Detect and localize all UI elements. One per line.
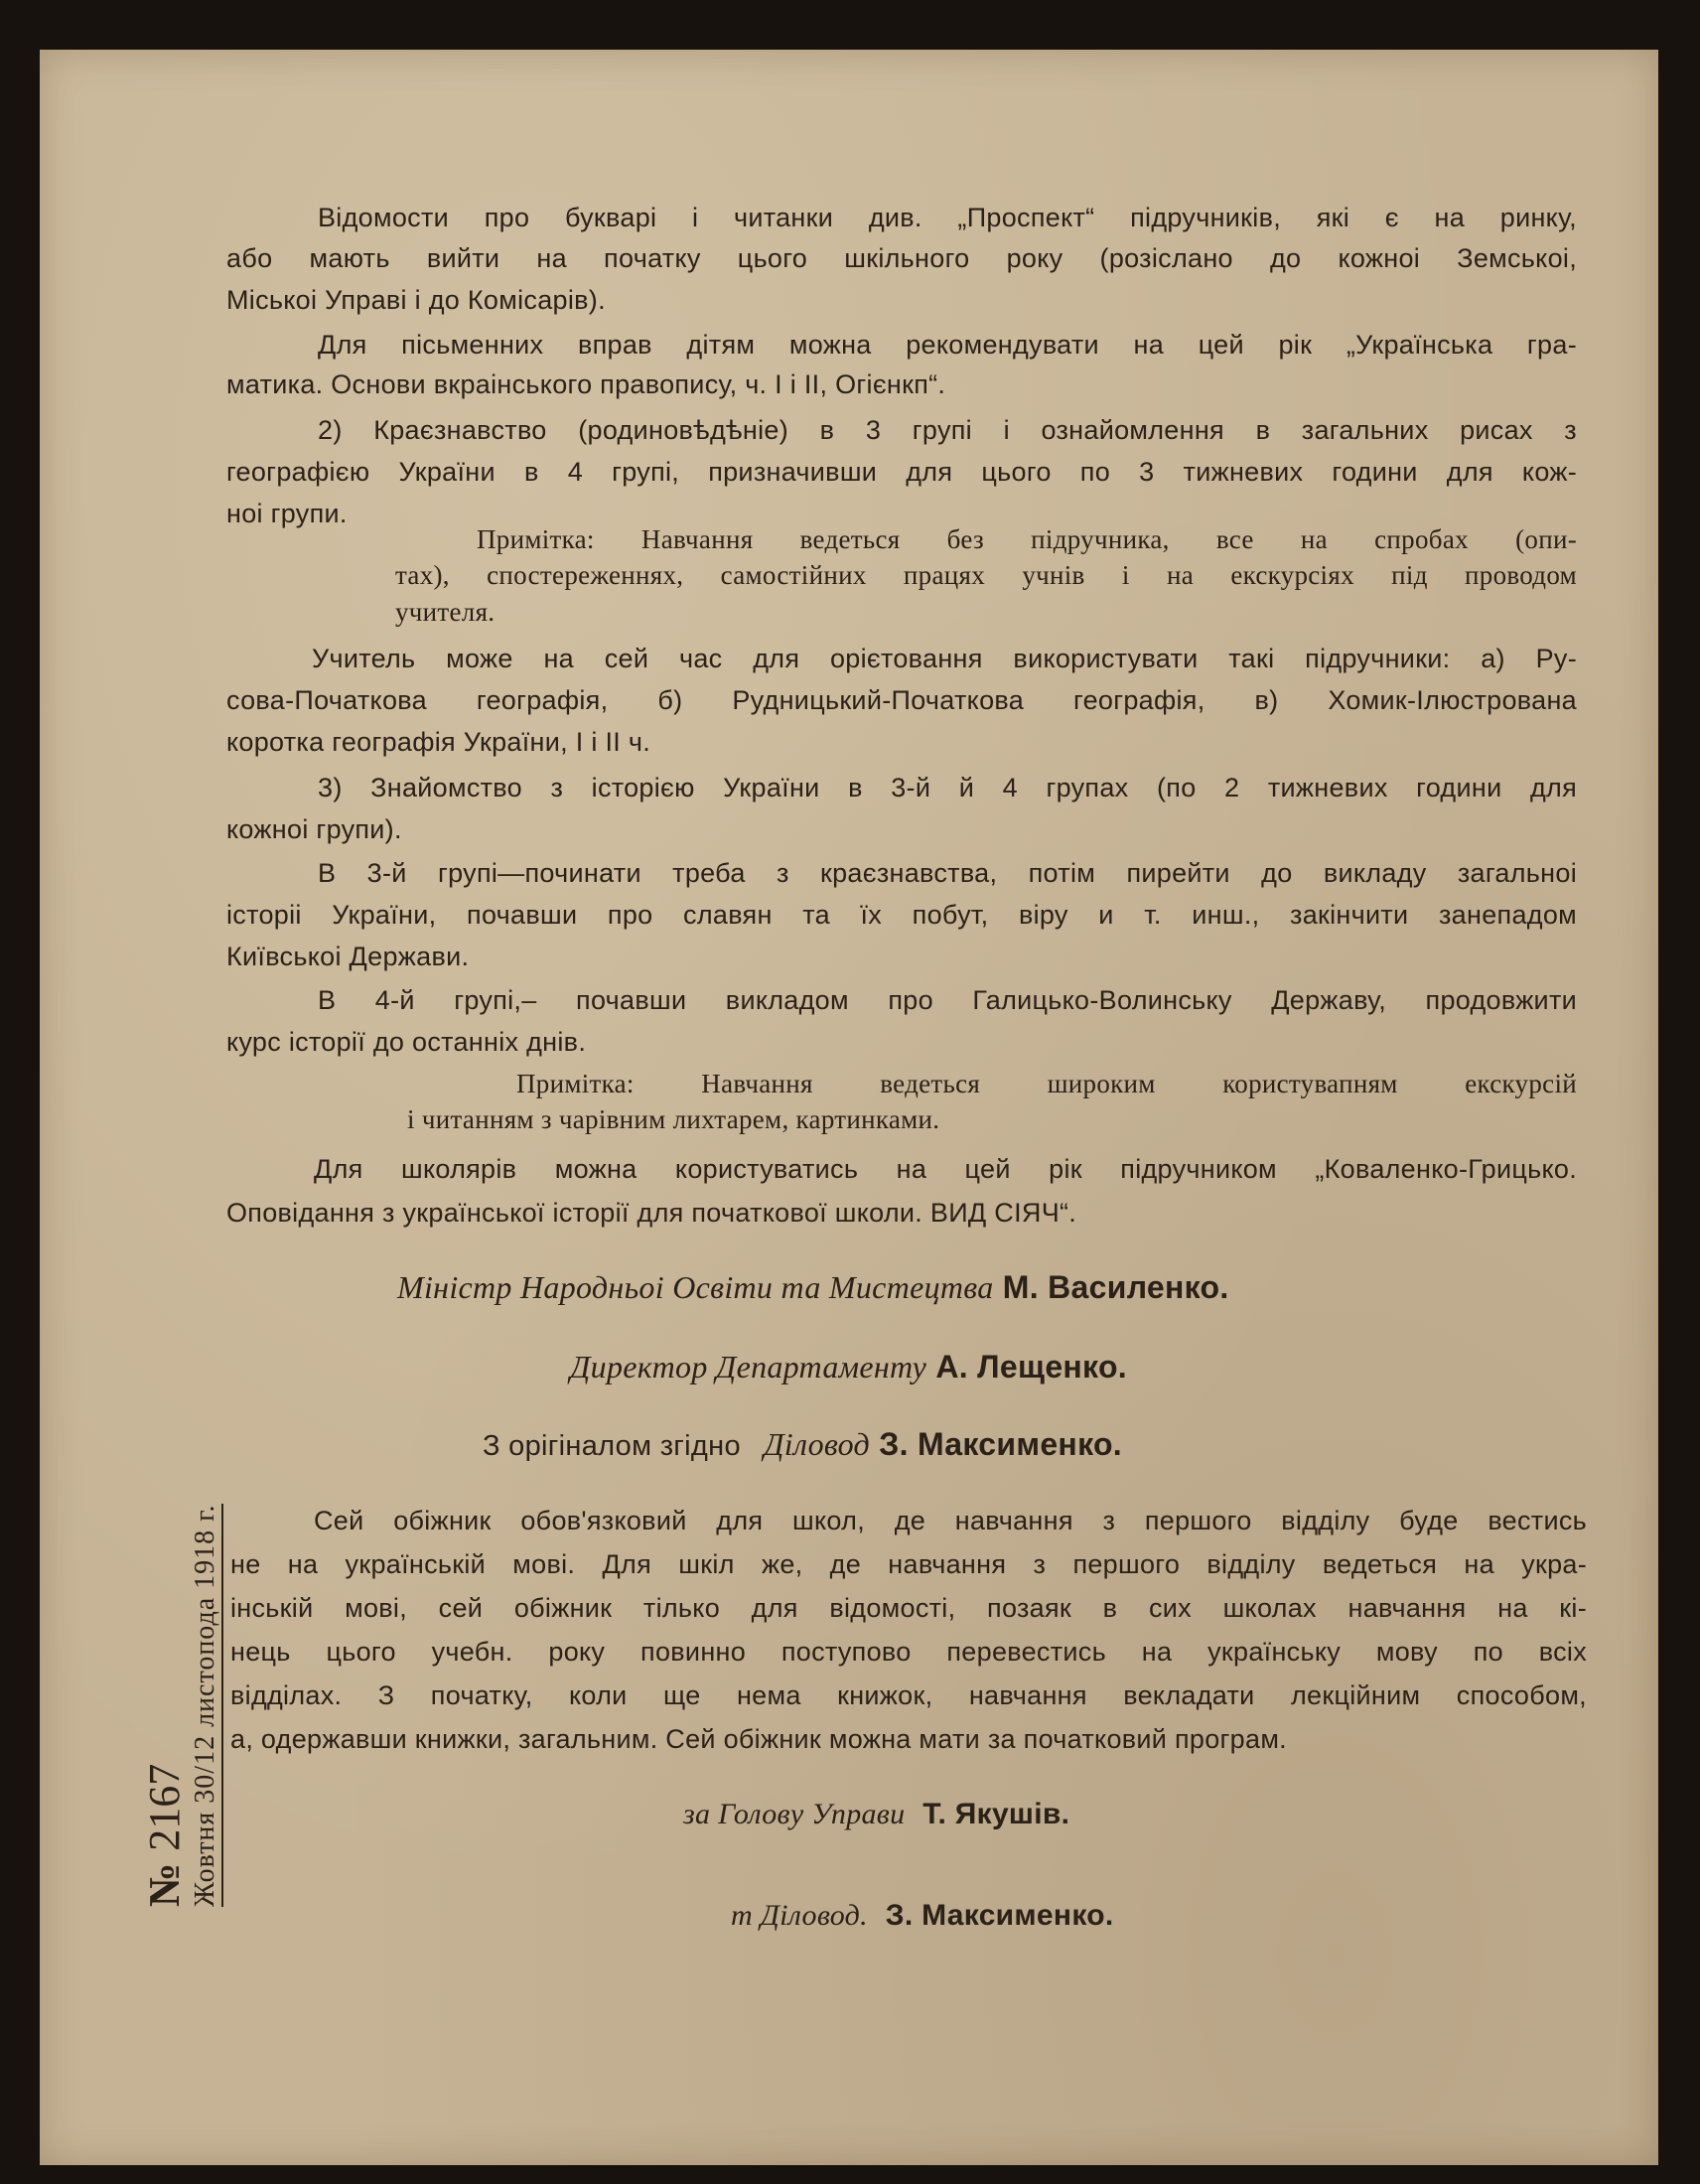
text-line: В 3-й групі—починати треба з краєзнавства, потім пирейти до викладу загальноі bbox=[318, 858, 1577, 888]
clerk-title: Діловод bbox=[764, 1426, 871, 1462]
director-name: А. Лещенко. bbox=[935, 1349, 1127, 1384]
text-line: матика. Основи вкраінського правопису, ч. I і II, Огієнкп“. bbox=[226, 369, 946, 399]
text-line: кожноі групи). bbox=[226, 814, 402, 844]
note-line: учителя. bbox=[395, 597, 496, 627]
clerk-signature bbox=[483, 1426, 1122, 1463]
clerk2-title: т Діловод. bbox=[731, 1899, 868, 1932]
clerk2-name: З. Максименко. bbox=[885, 1899, 1114, 1932]
text-line: Для школярів можна користуватись на цей рік підручником „Коваленко-Грицько. bbox=[314, 1154, 1577, 1184]
text-line: ноі групи. bbox=[226, 499, 348, 528]
text-line: історіі України, почавши про славян та їх побут, віру и т. инш., закінчити занепадом bbox=[226, 900, 1577, 930]
text-line: В 4-й групі,– почавши викладом про Галицько-Волинську Державу, продовжити bbox=[318, 985, 1577, 1015]
copy-prefix: З орігіналом згідно bbox=[483, 1430, 741, 1462]
registration-stamp bbox=[139, 1505, 223, 1908]
text-line: 3) Знайомство з історією України в 3-й й 4 групах (по 2 тижневих години для bbox=[318, 773, 1577, 802]
note-line: тах), спостереженнях, самостійних працях учнів і на екскурсіях під проводом bbox=[395, 560, 1577, 590]
text-line: або мають вийти на початку цього шкільного року (розіслано до кожноі Земськоі, bbox=[226, 243, 1577, 273]
text-line: 2) Краєзнавство (родиновѣдѣніе) в 3 групі і ознайомлення в загальних рисах з bbox=[318, 415, 1577, 445]
minister-name: М. Василенко. bbox=[1002, 1269, 1229, 1305]
notice-line: інській мові, сей обіжник тілько для відомості, позаяк в сих школах навчання на кі- bbox=[230, 1593, 1587, 1623]
text-line: Оповідання з української історії для початкової школи. ВИД СІЯЧ“. bbox=[226, 1198, 1077, 1228]
registration-number: №2167 bbox=[140, 1763, 189, 1907]
notice-line: а, одержавши книжки, загальним. Сей обіжник можна мати за початковий програм. bbox=[230, 1724, 1287, 1754]
note-line: Примітка: Навчання ведеться без підручника, все на спробах (опи- bbox=[477, 524, 1577, 554]
note-line: Примітка: Навчання ведеться широким користувапням екскурсій bbox=[516, 1069, 1577, 1098]
text-line: коротка географія України, I і II ч. bbox=[226, 727, 651, 757]
notice-line: Сей обіжник обов'язковий для школ, де навчання з першого відділу буде вестись bbox=[314, 1506, 1587, 1535]
notice-line: не на українській мові. Для шкіл же, де навчання з першого відділу ведеться на укра- bbox=[230, 1549, 1587, 1579]
clerk-name: З. Максименко. bbox=[879, 1426, 1122, 1462]
registration-date: Жовтня 30/12 листопода 1918 г. bbox=[190, 1505, 223, 1908]
text-line: сова-Початкова географія, б) Рудницький-Початкова географія, в) Хомик-Ілюстрована bbox=[226, 685, 1577, 715]
head-name: Т. Якушів. bbox=[922, 1798, 1070, 1830]
director-title: Директор Департаменту bbox=[570, 1349, 927, 1384]
head-title: за Голову Управи bbox=[683, 1798, 906, 1830]
text-line: Відомости про букварі і читанки див. „Проспект“ підручників, які є на ринку, bbox=[318, 203, 1577, 232]
notice-line: відділах. З початку, коли ще нема книжок, навчання векладати лекційним способом, bbox=[230, 1680, 1587, 1710]
text-line: Київськоі Держави. bbox=[226, 942, 470, 971]
text-line: Міськоі Управі і до Комісарів). bbox=[226, 285, 606, 315]
minister-signature bbox=[397, 1269, 1229, 1306]
director-signature bbox=[570, 1349, 1127, 1385]
note-line: і читанням з чарівним лихтарем, картинками. bbox=[407, 1104, 940, 1134]
clerk2-signature bbox=[731, 1899, 1114, 1933]
head-signature bbox=[683, 1798, 1069, 1831]
text-line: курс історії до останніх днів. bbox=[226, 1027, 587, 1057]
text-line: Для пісьменних вправ дітям можна рекомендувати на цей рік „Українська гра- bbox=[318, 330, 1577, 360]
notice-line: нець цього учебн. року повинно поступово перевестись на українську мову по всіх bbox=[230, 1637, 1587, 1667]
text-line: Учитель може на сей час для орієтовання використувати такі підручники: а) Ру- bbox=[312, 644, 1577, 673]
minister-title: Міністр Народньоі Освіти та Мистецтва bbox=[397, 1269, 994, 1305]
text-line: географією України в 4 групі, призначивши для цього по 3 тижневих години для кож- bbox=[226, 457, 1577, 487]
